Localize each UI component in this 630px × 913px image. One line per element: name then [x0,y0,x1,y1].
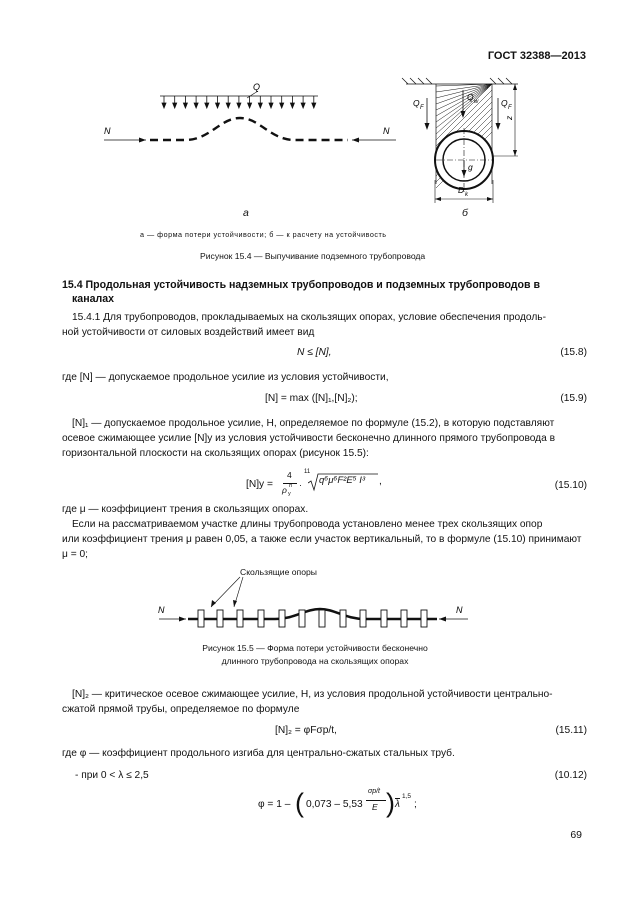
paragraph-n1-line2: осевое сжимающее усилие [N]у из условия устойчивости бесконечно длинного прямого трубопровода в [62,433,556,444]
equation-10-12-number: (10.12) [554,770,587,781]
load-arrow-head [173,103,177,108]
paragraph-n2-line2: сжатой прямой трубы, определяемое по формуле [62,704,300,715]
figure-15-4 [100,76,520,226]
load-arrow-head [216,103,220,108]
load-arrow-head [258,103,262,108]
equation-15-10: [N]у = 4 ρ n у · 11 q⁶μ⁶F²E⁵ I³ , [246,469,382,497]
prism-hatch-line [436,84,492,134]
prism-hatch-line [436,84,492,104]
svg-text:D: D [458,185,465,195]
load-q-label: Q [253,82,261,92]
load-arrow-head [205,103,209,108]
panel-b-label: б [462,207,468,219]
svg-text:Q: Q [413,98,420,108]
svg-text:w: w [474,99,479,105]
sliding-support [279,610,285,627]
paragraph-mu-line2: или коэффициент трения μ равен 0,05, а также если участок вертикальный, то в формуле (15.10) принимают [62,534,582,545]
paragraph-n2-line1: [N]₂ — критическое осевое сжимающее усилие, Н, из условия продольной устойчивости центрально- [72,689,553,700]
load-arrow-head [290,103,294,108]
soil-hatch-tick [418,78,424,84]
equation-phi: φ = 1 – ( 0,073 – 5,53 σp/t E ) λ 1,5 ; [258,788,417,818]
equation-15-11-number: (15.11) [555,725,587,736]
equation-15-9-number: (15.9) [560,393,587,404]
load-arrow-head [269,103,273,108]
figure-15-4-legend: а — форма потери устойчивости; б — к расчету на устойчивость [140,230,387,239]
sliding-support [381,610,387,627]
soil-surface-hatch [402,78,518,84]
svg-text:F: F [508,105,512,111]
n-right-label: N [383,126,390,136]
paragraph-n1-line1: [N]₁ — допускаемое продольное усилие, Н, определяемое по формуле (15.2), в которую подставляют [72,418,555,429]
svg-text:z: z [504,115,514,120]
equation-15-8: N ≤ [N], [297,347,332,358]
sliding-supports-label: Скользящие опоры [240,567,317,577]
equation-15-11: [N]₂ = φFσp/t, [275,725,337,736]
svg-text:k: k [465,192,468,198]
panel-a-label: а [243,207,249,219]
load-arrow-head [226,103,230,108]
figure-15-5-caption-line2: длинного трубопровода на скользящих опорах [221,656,409,666]
definition-mu: где μ — коэффициент трения в скользящих опорах. [62,504,309,515]
soil-hatch-tick [490,78,496,84]
paragraph-n1-line3: горизонтальной плоскости на скользящих опорах (рисунок 15.5): [62,448,369,459]
pipe-on-supports [188,609,437,619]
load-arrow-head [280,103,284,108]
svg-text:Q: Q [467,92,474,102]
sliding-support [258,610,264,627]
sliding-support [237,610,243,627]
equation-15-9: [N] = max ([N]₁,[N]₂); [265,393,358,404]
load-arrow-head [248,103,252,108]
load-arrow-head [162,103,166,108]
soil-hatch-tick [498,78,504,84]
sliding-support [421,610,427,627]
buckled-pipe-curve [150,118,348,140]
load-arrow-head [183,103,187,108]
equation-15-8-number: (15.8) [560,347,587,358]
soil-hatch-tick [426,78,432,84]
section-title-line2: каналах [72,293,114,305]
svg-text:Q: Q [501,98,508,108]
sliding-support [360,610,366,627]
svg-text:N: N [158,605,165,615]
distributed-load-arrows [160,96,318,108]
svg-text:F: F [420,105,424,111]
svg-text:N: N [456,605,463,615]
load-arrow-head [301,103,305,108]
n-left-label: N [104,126,111,136]
page-number: 69 [570,829,582,841]
sliding-support [401,610,407,627]
sliding-support [340,610,346,627]
section-title-line1: 15.4 Продольная устойчивость надземных трубопроводов и подземных трубопроводов в [62,279,540,291]
soil-hatch-tick [506,78,512,84]
paragraph-15-4-1-line2: ной устойчивости от силовых воздействий имеет вид [62,327,315,338]
load-arrow-head [237,103,241,108]
figure-15-4-caption: Рисунок 15.4 — Выпучивание подземного трубопровода [200,251,426,261]
soil-hatch-tick [402,78,408,84]
sliding-support [299,610,305,627]
load-arrow-head [194,103,198,108]
paragraph-15-4-1-line1: 15.4.1 Для трубопроводов, прокладываемых на скользящих опорах, условие обеспечения продоль- [72,312,546,323]
condition-lambda: - при 0 < λ ≤ 2,5 [75,770,149,781]
soil-hatch-tick [410,78,416,84]
figure-15-5-caption-line1: Рисунок 15.5 — Форма потери устойчивости бесконечно [202,643,428,653]
sliding-support [217,610,223,627]
document-standard-number: ГОСТ 32388—2013 [487,50,586,62]
sliding-support [198,610,204,627]
paragraph-mu-line3: μ = 0; [62,549,88,560]
paragraph-mu-line1: Если на рассматриваемом участке длины трубопровода установлено менее трех скользящих опор [72,519,543,530]
sliding-support [319,610,325,627]
definition-n-allowed: где [N] — допускаемое продольное усилие из условия устойчивости, [62,372,389,383]
svg-text:g: g [468,162,473,172]
definition-phi: где φ — коэффициент продольного изгиба для центрально-сжатых стальных труб. [62,748,455,759]
load-arrow-head [312,103,316,108]
equation-15-10-number: (15.10) [554,480,587,491]
figure-15-5 [155,575,475,645]
